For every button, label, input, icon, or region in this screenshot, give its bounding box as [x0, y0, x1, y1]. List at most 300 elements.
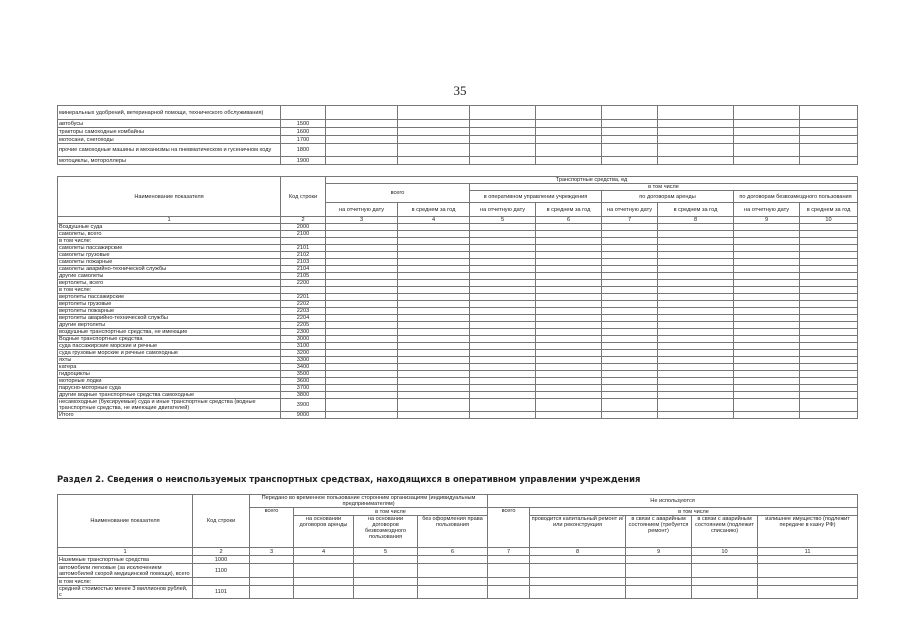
data-cell	[470, 371, 536, 378]
data-cell	[470, 259, 536, 266]
data-cell	[488, 564, 530, 578]
header-operational: в оперативном управлении учреждения	[470, 191, 602, 203]
table-row	[58, 364, 858, 371]
data-cell	[398, 120, 470, 128]
data-cell	[658, 266, 734, 273]
data-cell	[470, 287, 536, 294]
row-name: в том числе:	[58, 578, 193, 586]
data-cell	[536, 329, 602, 336]
table-row	[58, 578, 858, 586]
data-cell	[536, 294, 602, 301]
data-cell	[470, 266, 536, 273]
table-row	[58, 564, 858, 578]
data-cell	[536, 128, 602, 136]
transport-table	[57, 176, 858, 419]
data-cell	[602, 136, 658, 144]
data-cell	[734, 259, 800, 266]
data-cell	[470, 280, 536, 287]
data-cell	[470, 120, 536, 128]
data-cell	[658, 336, 734, 343]
data-cell	[326, 329, 398, 336]
data-cell	[734, 120, 800, 128]
data-cell	[398, 259, 470, 266]
header-name: Наименование показателя	[58, 495, 193, 548]
column-number: 2	[281, 217, 326, 224]
table-row	[58, 336, 858, 343]
table-row	[58, 157, 858, 165]
data-cell	[470, 245, 536, 252]
data-cell	[536, 399, 602, 412]
row-name: мотоциклы, мотороллеры	[58, 157, 281, 165]
data-cell	[536, 315, 602, 322]
data-cell	[734, 364, 800, 371]
data-cell	[536, 238, 602, 245]
data-cell	[326, 315, 398, 322]
table-row	[58, 273, 858, 280]
section-2-title: Раздел 2. Сведения о неиспользуемых транспортных средствах, находящихся в оперативном управлении учреждения	[57, 474, 641, 484]
data-cell	[398, 301, 470, 308]
data-cell	[800, 252, 858, 259]
row-code: 2300	[281, 329, 326, 336]
table-row	[58, 136, 858, 144]
header-transport: Транспортные средства, ед	[326, 177, 858, 184]
data-cell	[658, 385, 734, 392]
column-number: 7	[488, 548, 530, 556]
table-row	[58, 259, 858, 266]
data-cell	[470, 315, 536, 322]
data-cell	[418, 586, 488, 599]
row-code: 3800	[281, 392, 326, 399]
row-code: 3600	[281, 378, 326, 385]
table-row	[58, 308, 858, 315]
row-name: автомобили легковые (за исключением автомобилей скорой медицинской помощи), всего	[58, 564, 193, 578]
data-cell	[800, 357, 858, 364]
row-code	[281, 106, 326, 120]
data-cell	[470, 301, 536, 308]
data-cell	[326, 238, 398, 245]
data-cell	[800, 412, 858, 419]
column-number: 7	[602, 217, 658, 224]
data-cell	[326, 294, 398, 301]
row-name: суда пассажирские морские и речные	[58, 343, 281, 350]
data-cell	[398, 357, 470, 364]
data-cell	[800, 392, 858, 399]
row-name: суда грузовые морские и речные самоходные	[58, 350, 281, 357]
row-name: парусно-моторные суда	[58, 385, 281, 392]
data-cell	[398, 273, 470, 280]
row-code: 3100	[281, 343, 326, 350]
data-cell	[326, 336, 398, 343]
column-number: 10	[692, 548, 758, 556]
data-cell	[354, 564, 418, 578]
data-cell	[294, 586, 354, 599]
data-cell	[602, 238, 658, 245]
row-code: 3000	[281, 336, 326, 343]
header-code: Код строки	[193, 495, 250, 548]
row-name: вертолеты, всего	[58, 280, 281, 287]
table-row	[58, 392, 858, 399]
data-cell	[800, 315, 858, 322]
data-cell	[398, 308, 470, 315]
data-cell	[398, 378, 470, 385]
column-number: 2	[193, 548, 250, 556]
data-cell	[326, 301, 398, 308]
data-cell	[354, 578, 418, 586]
data-cell	[398, 336, 470, 343]
data-cell	[602, 385, 658, 392]
column-number: 3	[250, 548, 294, 556]
data-cell	[470, 364, 536, 371]
column-number: 10	[800, 217, 858, 224]
data-cell	[658, 322, 734, 329]
table-row	[58, 128, 858, 136]
data-cell	[488, 586, 530, 599]
data-cell	[734, 252, 800, 259]
header-total: всего	[488, 508, 530, 548]
data-cell	[602, 378, 658, 385]
data-cell	[326, 287, 398, 294]
data-cell	[326, 106, 398, 120]
data-cell	[536, 259, 602, 266]
table-row	[58, 245, 858, 252]
data-cell	[602, 364, 658, 371]
data-cell	[326, 364, 398, 371]
data-cell	[488, 578, 530, 586]
data-cell	[250, 564, 294, 578]
data-cell	[800, 231, 858, 238]
header-including: в том числе	[530, 508, 858, 516]
data-cell	[658, 301, 734, 308]
row-name: воздушные транспортные средства, не имеющие	[58, 329, 281, 336]
data-cell	[734, 266, 800, 273]
row-code: 1700	[281, 136, 326, 144]
table-row	[58, 399, 858, 412]
data-cell	[800, 336, 858, 343]
row-code: 3400	[281, 364, 326, 371]
data-cell	[470, 128, 536, 136]
header-name: Наименование показателя	[58, 177, 281, 217]
data-cell	[602, 280, 658, 287]
row-code: 2100	[281, 231, 326, 238]
row-name: катера	[58, 364, 281, 371]
data-cell	[734, 412, 800, 419]
row-name: вертолеты пожарные	[58, 308, 281, 315]
data-cell	[536, 266, 602, 273]
row-code: 1500	[281, 120, 326, 128]
data-cell	[658, 245, 734, 252]
data-cell	[734, 385, 800, 392]
data-cell	[326, 273, 398, 280]
table-row	[58, 301, 858, 308]
table-row	[58, 412, 858, 419]
data-cell	[734, 336, 800, 343]
data-cell	[536, 371, 602, 378]
data-cell	[602, 308, 658, 315]
data-cell	[800, 399, 858, 412]
data-cell	[800, 371, 858, 378]
row-code: 2200	[281, 280, 326, 287]
data-cell	[658, 280, 734, 287]
row-code: 3900	[281, 399, 326, 412]
data-cell	[602, 329, 658, 336]
data-cell	[536, 392, 602, 399]
data-cell	[658, 224, 734, 231]
row-name: тракторы самоходные комбайны	[58, 128, 281, 136]
data-cell	[800, 308, 858, 315]
table-row	[58, 329, 858, 336]
row-code: 2103	[281, 259, 326, 266]
data-cell	[470, 238, 536, 245]
data-cell	[326, 136, 398, 144]
data-cell	[602, 399, 658, 412]
row-name: гидроциклы	[58, 371, 281, 378]
row-code: 1000	[193, 556, 250, 564]
row-name: самолеты аварийно-технической службы	[58, 266, 281, 273]
data-cell	[470, 157, 536, 165]
row-name: минеральных удобрений, ветеринарной помощи, технического обслуживания)	[58, 106, 281, 120]
data-cell	[398, 280, 470, 287]
data-cell	[470, 343, 536, 350]
data-cell	[250, 578, 294, 586]
column-number: 4	[294, 548, 354, 556]
table-row	[58, 357, 858, 364]
row-code: 3200	[281, 350, 326, 357]
data-cell	[734, 308, 800, 315]
row-name: вертолеты аварийно-технической службы	[58, 315, 281, 322]
data-cell	[800, 144, 858, 157]
row-name: вертолеты грузовые	[58, 301, 281, 308]
data-cell	[536, 157, 602, 165]
column-number: 5	[470, 217, 536, 224]
column-number: 8	[530, 548, 626, 556]
row-code	[281, 238, 326, 245]
data-cell	[294, 556, 354, 564]
data-cell	[734, 128, 800, 136]
data-cell	[602, 294, 658, 301]
unused-transport-table	[57, 494, 858, 599]
table-row	[58, 120, 858, 128]
data-cell	[734, 273, 800, 280]
data-cell	[800, 157, 858, 165]
data-cell	[602, 224, 658, 231]
row-code: 2201	[281, 294, 326, 301]
header-report-date: на отчетную дату	[734, 203, 800, 217]
header-total: всего	[326, 184, 470, 203]
data-cell	[250, 556, 294, 564]
data-cell	[734, 245, 800, 252]
header-lease: по договорам аренды	[602, 191, 734, 203]
data-cell	[602, 343, 658, 350]
data-cell	[418, 578, 488, 586]
data-cell	[800, 301, 858, 308]
data-cell	[326, 259, 398, 266]
data-cell	[326, 357, 398, 364]
row-name: Итого	[58, 412, 281, 419]
data-cell	[470, 357, 536, 364]
header-need-repair: в связи с аварийным состоянием (требуется ремонт)	[626, 516, 692, 548]
data-cell	[658, 343, 734, 350]
data-cell	[602, 357, 658, 364]
data-cell	[398, 224, 470, 231]
data-cell	[734, 392, 800, 399]
data-cell	[354, 586, 418, 599]
data-cell	[800, 259, 858, 266]
header-free-use: на основании договоров безвозмездного пользования	[354, 516, 418, 548]
data-cell	[398, 238, 470, 245]
data-cell	[658, 231, 734, 238]
data-cell	[326, 280, 398, 287]
data-cell	[536, 120, 602, 128]
data-cell	[536, 273, 602, 280]
data-cell	[326, 343, 398, 350]
data-cell	[470, 106, 536, 120]
data-cell	[398, 350, 470, 357]
data-cell	[734, 294, 800, 301]
table-row	[58, 350, 858, 357]
data-cell	[470, 336, 536, 343]
row-code: 2202	[281, 301, 326, 308]
row-name: самолеты грузовые	[58, 252, 281, 259]
row-name: средней стоимостью менее 3 миллионов рублей, с	[58, 586, 193, 599]
data-cell	[602, 245, 658, 252]
data-cell	[536, 364, 602, 371]
row-name: самолеты пассажирские	[58, 245, 281, 252]
data-cell	[398, 157, 470, 165]
data-cell	[326, 231, 398, 238]
data-cell	[800, 120, 858, 128]
data-cell	[536, 378, 602, 385]
row-name: прочие самоходные машины и механизмы на пневматическом и гусеничном ходу	[58, 144, 281, 157]
data-cell	[800, 245, 858, 252]
row-name: в том числе:	[58, 287, 281, 294]
data-cell	[326, 371, 398, 378]
row-name: мотосани, снегоходы	[58, 136, 281, 144]
data-cell	[658, 128, 734, 136]
row-code: 1101	[193, 586, 250, 599]
data-cell	[734, 315, 800, 322]
data-cell	[658, 392, 734, 399]
data-cell	[470, 308, 536, 315]
data-cell	[418, 564, 488, 578]
data-cell	[470, 399, 536, 412]
data-cell	[602, 273, 658, 280]
data-cell	[398, 245, 470, 252]
data-cell	[626, 556, 692, 564]
header-not-used: Не используются	[488, 495, 858, 508]
data-cell	[470, 273, 536, 280]
data-cell	[398, 343, 470, 350]
row-code: 9000	[281, 412, 326, 419]
header-including: в том числе	[470, 184, 858, 191]
table-row	[58, 294, 858, 301]
data-cell	[470, 144, 536, 157]
data-cell	[326, 322, 398, 329]
data-cell	[294, 564, 354, 578]
column-number: 9	[626, 548, 692, 556]
data-cell	[326, 120, 398, 128]
data-cell	[658, 136, 734, 144]
data-cell	[470, 136, 536, 144]
data-cell	[734, 357, 800, 364]
data-cell	[250, 586, 294, 599]
data-cell	[398, 322, 470, 329]
data-cell	[658, 238, 734, 245]
data-cell	[326, 308, 398, 315]
data-cell	[734, 224, 800, 231]
header-report-date: на отчетную дату	[470, 203, 536, 217]
header-avg-year: в среднем за год	[536, 203, 602, 217]
data-cell	[658, 144, 734, 157]
data-cell	[658, 259, 734, 266]
column-number: 6	[418, 548, 488, 556]
data-cell	[470, 350, 536, 357]
data-cell	[602, 371, 658, 378]
data-cell	[536, 106, 602, 120]
data-cell	[470, 294, 536, 301]
data-cell	[602, 322, 658, 329]
data-cell	[398, 287, 470, 294]
data-cell	[398, 252, 470, 259]
data-cell	[658, 378, 734, 385]
data-cell	[734, 343, 800, 350]
data-cell	[602, 412, 658, 419]
row-code: 3500	[281, 371, 326, 378]
data-cell	[734, 301, 800, 308]
data-cell	[398, 266, 470, 273]
row-name: яхты	[58, 357, 281, 364]
data-cell	[326, 399, 398, 412]
data-cell	[536, 343, 602, 350]
row-code: 1600	[281, 128, 326, 136]
column-number: 11	[758, 548, 858, 556]
column-number: 4	[398, 217, 470, 224]
data-cell	[326, 224, 398, 231]
data-cell	[758, 556, 858, 564]
data-cell	[536, 245, 602, 252]
data-cell	[602, 128, 658, 136]
data-cell	[658, 157, 734, 165]
data-cell	[398, 231, 470, 238]
data-cell	[530, 556, 626, 564]
row-name: другие водные транспортные средства самоходные	[58, 392, 281, 399]
data-cell	[536, 144, 602, 157]
data-cell	[626, 564, 692, 578]
data-cell	[734, 287, 800, 294]
data-cell	[470, 329, 536, 336]
table-row	[58, 266, 858, 273]
data-cell	[602, 315, 658, 322]
row-name: моторные лодки	[58, 378, 281, 385]
row-code: 1900	[281, 157, 326, 165]
table-row	[58, 231, 858, 238]
row-name: Водные транспортные средства	[58, 336, 281, 343]
header-free-use: по договорам безвозмездного пользования	[734, 191, 858, 203]
data-cell	[326, 392, 398, 399]
header-write-off: в связи с аварийным состоянием (подлежит списанию)	[692, 516, 758, 548]
data-cell	[398, 371, 470, 378]
column-number: 1	[58, 217, 281, 224]
table-row	[58, 238, 858, 245]
row-code: 2203	[281, 308, 326, 315]
page-number: 35	[453, 83, 467, 98]
data-cell	[800, 280, 858, 287]
data-cell	[470, 385, 536, 392]
data-cell	[398, 392, 470, 399]
data-cell	[602, 120, 658, 128]
header-including: в том числе	[294, 508, 488, 516]
header-avg-year: в среднем за год	[658, 203, 734, 217]
row-name: вертолеты пассажирские	[58, 294, 281, 301]
